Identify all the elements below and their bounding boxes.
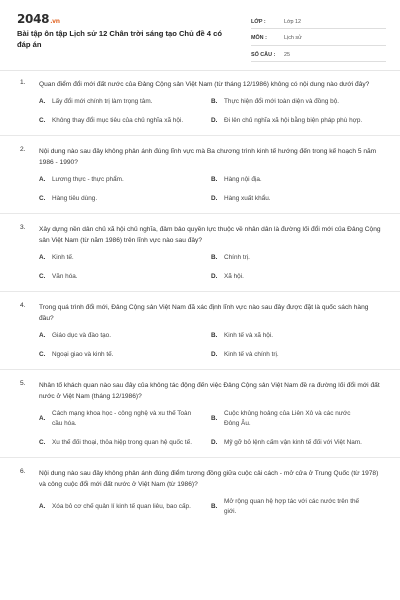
answer-option-text: Kinh tế và chính trị. [224, 351, 279, 358]
logo-tld: .vn [50, 18, 60, 25]
question-item [0, 468, 400, 517]
answer-option[interactable] [39, 331, 211, 341]
answer-option-key: C. [39, 439, 46, 446]
answer-option-text: Cách mạng khoa học - công nghệ và xu thế Toàn cầu hóa. [52, 410, 192, 427]
answer-option[interactable] [39, 438, 211, 448]
question-text: Nội dung nào sau đây không phản ánh đúng lĩnh vực mà Ba chương trình kinh tế hướng đến trong kế hoạch 5 năm 1986 - 1990? [39, 148, 377, 166]
answer-option[interactable] [211, 272, 383, 282]
answer-option[interactable] [211, 331, 383, 341]
meta-subject-label: MÔN : [251, 35, 267, 41]
answer-option-key: B. [211, 332, 218, 339]
answer-option[interactable] [211, 175, 383, 185]
question-number: 4. [20, 302, 26, 309]
answer-option-key: A. [39, 332, 46, 339]
answer-option-key: D. [211, 439, 218, 446]
logo-name: 2048 [17, 12, 50, 26]
answer-option-text: Ngoại giao và kinh tế. [52, 351, 114, 358]
question-item [0, 79, 400, 126]
answer-option[interactable] [39, 272, 211, 282]
answer-option-key: B. [211, 254, 218, 261]
site-logo[interactable] [17, 12, 60, 26]
answer-option[interactable] [211, 438, 383, 448]
question-text: Xây dựng nền dân chủ xã hội chủ nghĩa, đảm bảo quyền lực thuộc về nhân dân là đường lối đổi mới của Đảng Cộng sản Việt Nam (từ năm 1986) trên lĩnh vực nào sau đây? [39, 226, 381, 244]
answer-option-text: Chính trị. [224, 254, 250, 261]
answer-option-text: Hàng tiêu dùng. [52, 195, 98, 202]
answer-options [39, 409, 384, 448]
question-number: 1. [20, 79, 26, 86]
answer-option-key: C. [39, 273, 46, 280]
answer-option-key: A. [39, 98, 46, 105]
answer-option[interactable] [39, 253, 211, 263]
answer-option[interactable] [39, 97, 211, 107]
answer-option-text: Giáo dục và đào tạo. [52, 332, 111, 339]
meta-count-value: 25 [284, 51, 290, 58]
question-number: 2. [20, 146, 26, 153]
answer-option-text: Lương thực - thực phẩm. [52, 176, 124, 183]
question-number: 6. [20, 468, 26, 475]
meta-subject-value: Lịch sử [284, 35, 302, 41]
meta-class-row [251, 15, 386, 29]
answer-option-text: Xã hội. [224, 273, 244, 280]
answer-options [39, 97, 384, 126]
answer-option[interactable] [211, 253, 383, 263]
question-number: 3. [20, 224, 26, 231]
answer-option-text: Lấy đổi mới chính trị làm trọng tâm. [52, 98, 153, 105]
answer-option[interactable] [211, 409, 383, 429]
answer-option-text: Mở rộng quan hệ hợp tác với các nước trên thế giới. [224, 498, 360, 515]
question-item [0, 302, 400, 360]
answer-option[interactable] [211, 497, 383, 517]
answer-option[interactable] [39, 175, 211, 185]
answer-option[interactable] [39, 194, 211, 204]
document-title: Bài tập ôn tập Lịch sử 12 Chân trời sáng tạo Chủ đề 4 có đáp án [17, 29, 222, 49]
meta-count-label: SỐ CÂU : [251, 51, 276, 58]
answer-option[interactable] [39, 497, 211, 517]
question-text: Nhân tố khách quan nào sau đây của không tác động đến việc Đảng Cộng sản Việt Nam đề ra đường lối đổi mới đất nước ở Việt Nam (tháng 12/1986)? [39, 382, 380, 400]
question-number: 5. [20, 380, 26, 387]
header-divider [0, 70, 400, 71]
answer-option-key: C. [39, 195, 46, 202]
answer-option-key: D. [211, 351, 218, 358]
answer-option-text: Đi lên chủ nghĩa xã hội bằng biện pháp phù hợp. [224, 117, 363, 124]
answer-option-text: Xu thế đối thoại, thỏa hiệp trong quan hệ quốc tế. [52, 439, 192, 446]
question-text: Nội dung nào sau đây không phản ánh đúng điểm tương đồng giữa cuộc cải cách - mở cửa ở Trung Quốc (từ 1978) và công cuộc đổi mới đất nước ở Việt Nam (từ 1986)? [39, 470, 379, 488]
answer-option-key: A. [39, 503, 46, 510]
question-item [0, 146, 400, 204]
answer-option-text: Cuộc khủng hoảng của Liên Xô và các nước Đông Âu. [224, 410, 351, 427]
question-list [0, 79, 400, 517]
answer-option[interactable] [211, 350, 383, 360]
answer-option-key: C. [39, 117, 46, 124]
answer-option-text: Kinh tế. [52, 254, 74, 261]
answer-option[interactable] [211, 116, 383, 126]
answer-option-key: A. [39, 415, 46, 422]
answer-options [39, 175, 384, 204]
question-text: Quan điểm đổi mới đất nước của Đảng Cộng sản Việt Nam (từ tháng 12/1986) không có nội dung nào dưới đây? [39, 81, 370, 88]
meta-class-label: LỚP : [251, 18, 266, 25]
answer-option-key: C. [39, 351, 46, 358]
answer-option-key: D. [211, 273, 218, 280]
answer-option-text: Xóa bỏ cơ chế quản lí kinh tế quan liêu, bao cấp. [52, 503, 191, 510]
answer-option-key: B. [211, 98, 218, 105]
question-item [0, 224, 400, 282]
answer-option-key: D. [211, 195, 218, 202]
answer-options [39, 253, 384, 282]
answer-option[interactable] [39, 116, 211, 126]
answer-option-key: A. [39, 176, 46, 183]
question-item [0, 380, 400, 448]
answer-option-key: B. [211, 503, 218, 510]
answer-option-key: B. [211, 415, 218, 422]
answer-option-text: Văn hóa. [52, 273, 78, 280]
meta-class-value: Lớp 12 [284, 18, 302, 25]
answer-option[interactable] [211, 97, 383, 107]
answer-options [39, 331, 384, 360]
answer-option[interactable] [39, 350, 211, 360]
meta-count-row [251, 48, 386, 62]
answer-option[interactable] [39, 409, 211, 429]
meta-subject-row [251, 32, 386, 46]
answer-option-key: B. [211, 176, 218, 183]
document-meta [251, 15, 386, 65]
document-header [0, 0, 400, 68]
answer-option[interactable] [211, 194, 383, 204]
answer-option-text: Thực hiện đổi mới toàn diện và đồng bộ. [224, 98, 340, 105]
answer-options [39, 497, 384, 517]
answer-option-key: A. [39, 254, 46, 261]
question-text: Trong quá trình đổi mới, Đảng Cộng sản Việt Nam đã xác định lĩnh vực nào sau đây được đặt là quốc sách hàng đầu? [39, 304, 369, 322]
answer-option-text: Hàng nội địa. [224, 176, 262, 183]
answer-option-text: Mỹ gỡ bỏ lệnh cấm vận kinh tế đối với Việt Nam. [224, 439, 362, 446]
answer-option-text: Hàng xuất khẩu. [224, 195, 271, 202]
answer-option-key: D. [211, 117, 218, 124]
answer-option-text: Không thay đổi mục tiêu của chủ nghĩa xã hội. [52, 117, 184, 124]
answer-option-text: Kinh tế và xã hội. [224, 332, 274, 339]
